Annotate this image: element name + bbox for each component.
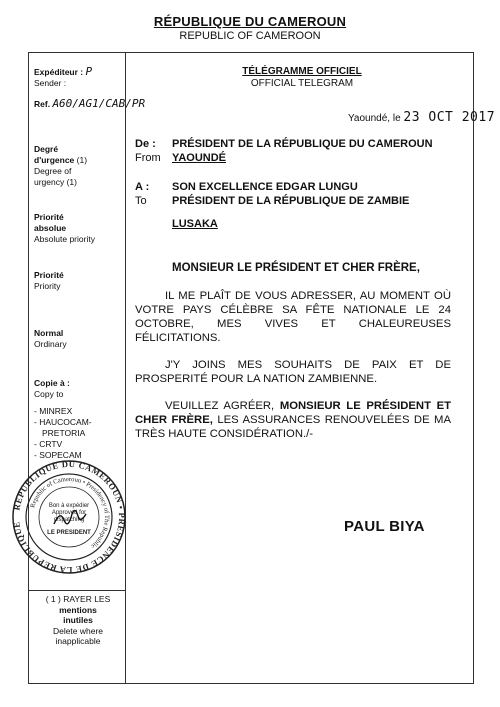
- paragraph-3: VEUILLEZ AGRÉER, MONSIEUR LE PRÉSIDENT ET CHER FRÈRE, LES ASSURANCES RENOUVELÉES DE MA TRÈS HAUTE CONSIDÉRATION./-: [135, 400, 452, 440]
- to-value-1: SON EXCELLENCE EDGAR LUNGU: [172, 181, 358, 193]
- to-label-en: To: [135, 195, 147, 207]
- footer-note: ( 1 ) RAYER LES mentions inutiles Delete where inapplicable: [45, 594, 111, 646]
- copy-item-sopecam: - SOPECAM: [34, 450, 82, 460]
- to-label-fr: A :: [135, 181, 150, 193]
- paragraph-2: J'Y JOINS MES SOUHAITS DE PAIX ET DE PROSPERITÉ POUR LA NATION ZAMBIENNE.: [135, 359, 451, 385]
- seal-center-2: Approved for: [51, 510, 87, 516]
- telegram-title-fr: TÉLÉGRAMME OFFICIEL: [242, 66, 362, 77]
- to-value-2: PRÉSIDENT DE LA RÉPUBLIQUE DE ZAMBIE: [172, 195, 410, 207]
- copy-item-pretoria: PRETORIA: [42, 428, 86, 438]
- priority-label: Priorité Priority: [34, 270, 64, 291]
- date-stamp: 23 OCT 2017: [403, 110, 496, 125]
- absolute-priority-label: Priorité absolue Absolute priority: [34, 212, 95, 244]
- seal-outer-text: REPUBLIQUE DU CAMEROUN • PRESIDENCE DE LA REPUBLIQUE: [11, 458, 128, 576]
- republic-title-en: REPUBLIC OF CAMEROON: [179, 30, 321, 42]
- presidential-seal-icon: [10, 458, 128, 576]
- date-line: Yaoundé, le 23 OCT 2017: [348, 110, 496, 125]
- seal-center-4: LE PRESIDENT: [47, 530, 91, 536]
- copy-item-haucocam: - HAUCOCAM-: [34, 417, 92, 427]
- salutation: MONSIEUR LE PRÉSIDENT ET CHER FRÈRE,: [172, 262, 420, 274]
- sender-handwritten: P: [85, 65, 93, 78]
- urgency-label: Degré d'urgence (1) Degree of urgency (1): [34, 144, 88, 187]
- from-value-2: YAOUNDÉ: [172, 152, 226, 164]
- ref-handwritten: A60/AG1/CAB/PR: [52, 97, 146, 110]
- signature-name: PAUL BIYA: [344, 518, 425, 535]
- paragraph-1: IL ME PLAÎT DE VOUS ADRESSER, AU MOMENT OÙ VOTRE PAYS CÉLÈBRE SA FÊTE NATIONALE LE 24 OCTOBRE, MES VIVES ET CHALEUREUSES FÉLICITATIONS.: [135, 290, 451, 344]
- from-value-1: PRÉSIDENT DE LA RÉPUBLIQUE DU CAMEROUN: [172, 138, 433, 150]
- footer-divider: [28, 590, 126, 591]
- seal-center-1: Bon à expédier: [48, 503, 90, 509]
- from-label-fr: De :: [135, 138, 156, 150]
- copy-item-crtv: - CRTV: [34, 439, 63, 449]
- copy-item-minrex: - MINREX: [34, 406, 73, 416]
- ref-label: Ref. A60/AG1/CAB/PR: [34, 97, 146, 110]
- sender-label: Expéditeur : P Sender :: [34, 65, 93, 88]
- republic-title-fr: RÉPUBLIQUE DU CAMEROUN: [153, 14, 347, 29]
- seal-center-3: dispatching: [53, 517, 85, 523]
- telegram-title-en: OFFICIAL TELEGRAM: [250, 78, 354, 89]
- from-label-en: From: [135, 152, 161, 164]
- normal-label: Normal Ordinary: [34, 328, 67, 349]
- copy-to-label: Copie à : Copy to: [34, 378, 70, 399]
- seal-inner-text: Republic of Cameroun • Presidency of The Republic: [29, 475, 111, 550]
- to-value-3: LUSAKA: [172, 218, 218, 230]
